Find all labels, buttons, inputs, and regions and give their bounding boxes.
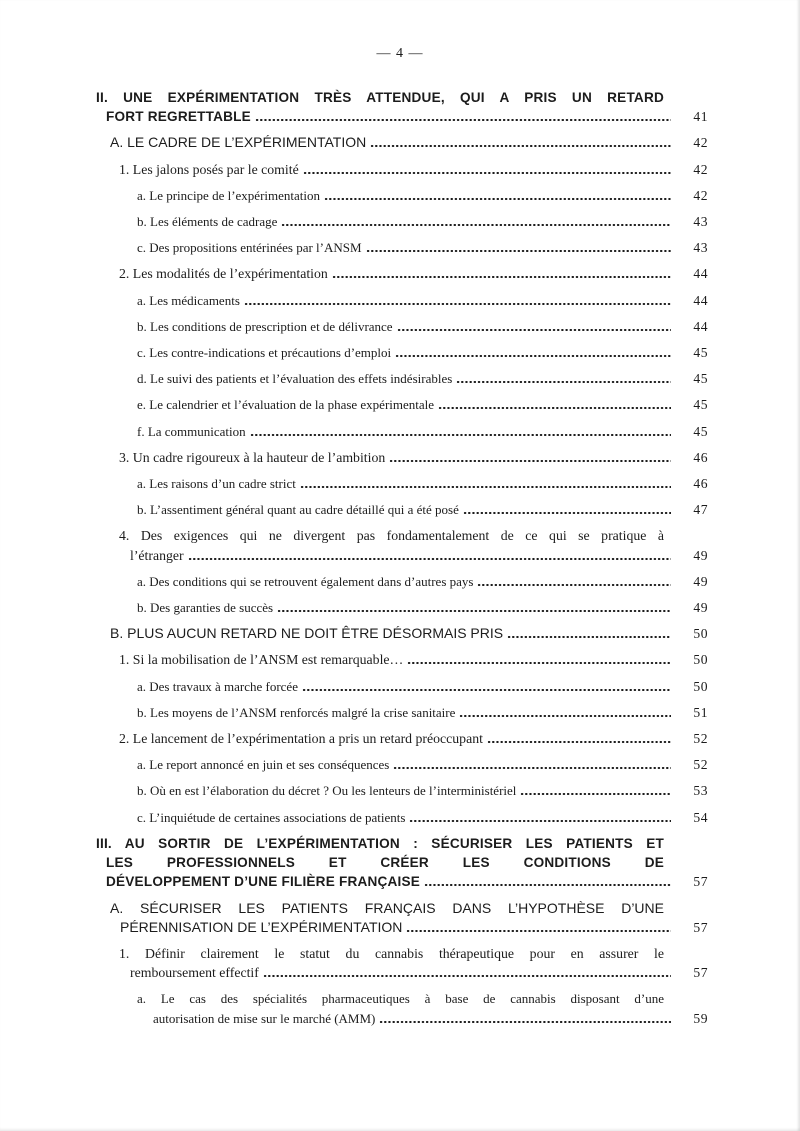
toc-entry-last-line (137, 703, 708, 722)
toc-entry (96, 291, 708, 310)
toc-entry (96, 755, 708, 774)
toc-entry-text-line: II. UNE EXPÉRIMENTATION TRÈS ATTENDUE, QUI A PRIS UN RETARD (96, 90, 664, 105)
toc-entry (96, 729, 708, 748)
dot-leader (406, 930, 671, 932)
toc-page-number: 41 (693, 109, 708, 125)
toc-entry-last-line (119, 448, 708, 467)
toc-entry-text: b. Les moyens de l’ANSM renforcés malgré la crise sanitaire (137, 704, 456, 720)
dot-leader (302, 689, 671, 691)
toc-page-number: 52 (693, 757, 708, 773)
dot-leader (366, 250, 671, 252)
toc-page-number: 45 (693, 397, 708, 413)
toc-entry-text: a. Le report annoncé en juin et ses conséquences (137, 757, 390, 773)
dot-leader (379, 1021, 671, 1023)
toc-entry-text: 1. Si la mobilisation de l’ANSM est remarquable… (119, 652, 404, 668)
dot-leader (324, 198, 671, 200)
toc-entry (96, 395, 708, 414)
dot-leader (409, 820, 671, 822)
toc-entry-text: 2. Le lancement de l’expérimentation a pris un retard préoccupant (119, 731, 483, 747)
toc-page-number: 49 (693, 600, 708, 616)
toc-entry (96, 989, 708, 1027)
toc-entry (96, 343, 708, 362)
toc-entry-last-line (137, 677, 708, 696)
toc-page-number: 44 (693, 318, 708, 334)
dot-leader (370, 145, 671, 147)
toc-page-number: 51 (693, 704, 708, 720)
toc-entry-text: a. Des travaux à marche forcée (137, 678, 298, 694)
toc-entry-last-line (137, 395, 708, 414)
dot-leader (520, 793, 671, 795)
toc-entry (96, 526, 708, 564)
toc-entry (96, 88, 708, 126)
toc-entry-text: d. Le suivi des patients et l’évaluation des effets indésirables (137, 371, 453, 387)
toc-entry-last-line (119, 729, 708, 748)
dot-leader (463, 512, 671, 514)
dot-leader (188, 558, 671, 560)
toc-entry-last-line (110, 133, 708, 152)
toc-entry-last-line (106, 872, 708, 891)
toc-entry-last-line (137, 238, 708, 257)
toc-page-number: 57 (693, 965, 708, 981)
toc-entry-text-line: 1. Définir clairement le statut du cannabis thérapeutique pour en assurer le (119, 945, 664, 961)
toc-page-number: 49 (693, 573, 708, 589)
dot-leader (255, 119, 671, 121)
toc-entry-text: b. Les conditions de prescription et de délivrance (137, 318, 393, 334)
dot-leader (250, 434, 671, 436)
toc-entry (96, 598, 708, 617)
dot-leader (332, 276, 671, 278)
page-number-header: — 4 — (376, 46, 424, 61)
toc-page-number: 42 (693, 161, 708, 177)
toc-entry (96, 500, 708, 519)
toc-entry-last-line (137, 598, 708, 617)
toc-entry-text: b. Les éléments de cadrage (137, 214, 278, 230)
toc-page-number: 42 (693, 187, 708, 203)
toc-page-number: 50 (693, 652, 708, 668)
toc-entry-last-line (137, 186, 708, 205)
toc-entry-text: remboursement effectif (130, 965, 259, 981)
toc-entry (96, 474, 708, 493)
dot-leader (407, 662, 671, 664)
toc-entry (96, 650, 708, 669)
toc-entry-last-line (137, 474, 708, 493)
toc-entry (96, 264, 708, 283)
toc-entry-last-line (137, 572, 708, 591)
dot-leader (438, 407, 671, 409)
toc-entry (96, 369, 708, 388)
toc-page-number: 44 (693, 292, 708, 308)
dot-leader (263, 975, 671, 977)
toc-entry (96, 899, 708, 937)
toc-entry-last-line (137, 500, 708, 519)
toc-entry-last-line (137, 291, 708, 310)
toc-entry-text: 2. Les modalités de l’expérimentation (119, 266, 328, 282)
toc-entry-last-line (106, 107, 708, 126)
dot-leader (477, 584, 671, 586)
toc-entry-last-line (137, 422, 708, 441)
toc-entry-text: 3. Un cadre rigoureux à la hauteur de l’ambition (119, 449, 386, 465)
toc-entry (96, 703, 708, 722)
dot-leader (277, 610, 671, 612)
toc-entry-last-line (137, 317, 708, 336)
toc-entry (96, 781, 708, 800)
toc-entry (96, 624, 708, 643)
dot-leader (244, 303, 671, 305)
toc-page-number: 46 (693, 476, 708, 492)
toc-entry-last-line (137, 781, 708, 800)
toc-page-number: 45 (693, 345, 708, 361)
toc-entry-last-line (130, 963, 708, 982)
toc-entry-last-line (110, 624, 708, 643)
toc-page-number: 42 (693, 135, 708, 151)
dot-leader (303, 172, 671, 174)
toc-entry-last-line (137, 755, 708, 774)
toc-entry-text: B. PLUS AUCUN RETARD NE DOIT ÊTRE DÉSORMAIS PRIS (110, 625, 504, 642)
toc-entry-last-line (119, 650, 708, 669)
toc-entry-text: DÉVELOPPEMENT D’UNE FILIÈRE FRANÇAISE (106, 874, 421, 890)
toc-entry-last-line (153, 1009, 708, 1028)
toc-entry-text-line: III. AU SORTIR DE L’EXPÉRIMENTATION : SÉCURISER LES PATIENTS ET (96, 835, 664, 851)
toc-entry-last-line (119, 264, 708, 283)
toc-entry-text-line: A. SÉCURISER LES PATIENTS FRANÇAIS DANS L’HYPOTHÈSE D’UNE (110, 899, 664, 916)
toc-page-number: 49 (693, 547, 708, 563)
toc-entry (96, 133, 708, 152)
toc-entry-text: b. Où en est l’élaboration du décret ? Ou les lenteurs de l’interministériel (137, 783, 517, 799)
toc-entry (96, 944, 708, 982)
toc-entry-last-line (137, 369, 708, 388)
toc-page-number: 44 (693, 266, 708, 282)
toc-entry-text: c. Les contre-indications et précautions d’emploi (137, 345, 392, 361)
toc-page-number: 50 (693, 626, 708, 642)
dot-leader (393, 767, 671, 769)
toc-page-number: 43 (693, 240, 708, 256)
toc-page-number: 54 (693, 809, 708, 825)
toc-entry (96, 834, 708, 892)
toc-entry-text: a. Le principe de l’expérimentation (137, 187, 321, 203)
toc-entry-text: a. Les raisons d’un cadre strict (137, 476, 296, 492)
toc-entry-text-line: 4. Des exigences qui ne divergent pas fondamentalement de ce qui se pratique à (119, 528, 664, 544)
toc-entry (96, 212, 708, 231)
toc-entry-text: a. Les médicaments (137, 292, 240, 308)
toc-entry-text-line: a. Le cas des spécialités pharmaceutiques à base de cannabis disposant d’une (137, 991, 664, 1007)
toc-entry-last-line (120, 918, 708, 937)
toc-entry-last-line (137, 808, 708, 827)
toc-entry-text: l’étranger (130, 547, 184, 563)
table-of-contents (96, 88, 708, 1035)
dot-leader (424, 884, 671, 886)
toc-entry (96, 677, 708, 696)
toc-page-number: 47 (693, 502, 708, 518)
dot-leader (459, 715, 671, 717)
toc-entry (96, 238, 708, 257)
toc-page-number: 53 (693, 783, 708, 799)
toc-page-number: 45 (693, 423, 708, 439)
toc-page-number: 52 (693, 731, 708, 747)
toc-entry-text: a. Des conditions qui se retrouvent également dans d’autres pays (137, 573, 474, 589)
toc-entry (96, 448, 708, 467)
dot-leader (300, 486, 671, 488)
toc-entry-text: c. Des propositions entérinées par l’ANSM (137, 240, 362, 256)
toc-entry-text: e. Le calendrier et l’évaluation de la phase expérimentale (137, 397, 435, 413)
toc-page-number: 59 (693, 1010, 708, 1026)
toc-page-number: 43 (693, 214, 708, 230)
toc-entry (96, 422, 708, 441)
toc-entry-text: PÉRENNISATION DE L’EXPÉRIMENTATION (120, 918, 403, 935)
toc-entry (96, 572, 708, 591)
toc-entry-last-line (119, 160, 708, 179)
toc-entry-last-line (130, 546, 708, 565)
toc-entry (96, 186, 708, 205)
toc-entry-text: b. L’assentiment général quant au cadre détaillé qui a été posé (137, 502, 459, 518)
dot-leader (395, 355, 671, 357)
dot-leader (507, 636, 671, 638)
toc-entry-text: A. LE CADRE DE L’EXPÉRIMENTATION (110, 134, 367, 151)
toc-entry-text: 1. Les jalons posés par le comité (119, 161, 299, 177)
toc-entry (96, 160, 708, 179)
toc-entry-text: autorisation de mise sur le marché (AMM) (153, 1010, 376, 1026)
toc-entry-text: FORT REGRETTABLE (106, 109, 251, 125)
toc-entry-last-line (137, 212, 708, 231)
toc-entry (96, 317, 708, 336)
toc-entry-text: c. L’inquiétude de certaines associations de patients (137, 809, 406, 825)
toc-entry (96, 808, 708, 827)
toc-entry-text: f. La communication (137, 423, 246, 439)
toc-entry-text-line: LES PROFESSIONNELS ET CRÉER LES CONDITIONS DE (106, 855, 664, 871)
dot-leader (487, 741, 671, 743)
toc-page-number: 45 (693, 371, 708, 387)
dot-leader (397, 329, 671, 331)
toc-page-number: 57 (693, 874, 708, 890)
toc-page-number: 46 (693, 449, 708, 465)
dot-leader (456, 381, 671, 383)
toc-page-number: 57 (693, 919, 708, 935)
toc-entry-text: b. Des garanties de succès (137, 600, 274, 616)
dot-leader (281, 224, 671, 226)
toc-entry-last-line (137, 343, 708, 362)
toc-page-number: 50 (693, 678, 708, 694)
dot-leader (389, 460, 671, 462)
